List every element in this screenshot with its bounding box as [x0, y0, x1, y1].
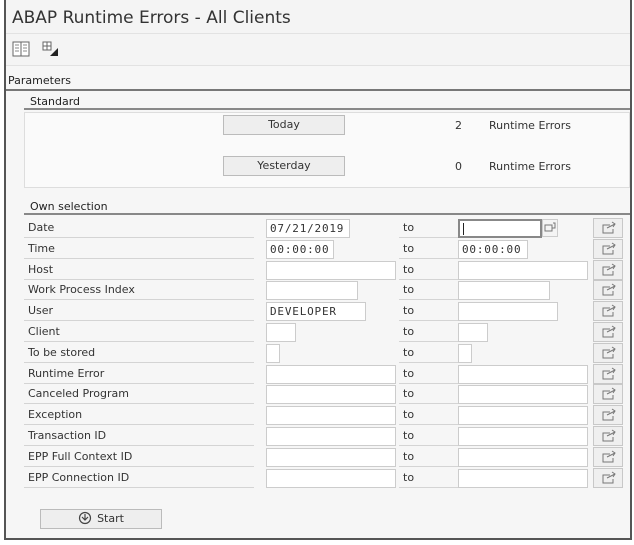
to-field[interactable]	[458, 261, 588, 280]
text-caret	[463, 223, 464, 235]
selection-row	[24, 405, 624, 426]
to-label: to	[399, 301, 463, 321]
to-label: to	[399, 260, 463, 280]
to-label: to	[399, 218, 463, 238]
to-label: to	[399, 239, 463, 259]
from-field[interactable]: 00:00:00	[266, 240, 334, 259]
multiple-selection-icon	[601, 408, 617, 422]
field-label: EPP Connection ID	[24, 468, 254, 488]
to-label: to	[399, 343, 463, 363]
parameters-divider	[6, 89, 630, 91]
field-label: User	[24, 301, 254, 321]
field-label: Time	[24, 239, 254, 259]
yesterday-count: 0	[455, 160, 462, 173]
title-bar	[6, 0, 630, 34]
selection-row	[24, 447, 624, 468]
selection-options-icon[interactable]	[42, 41, 60, 57]
today-button[interactable]: Today	[223, 115, 345, 135]
to-field[interactable]	[458, 385, 588, 404]
multiple-selection-icon	[601, 242, 617, 256]
layout-icon[interactable]	[12, 41, 30, 57]
field-label: Client	[24, 322, 254, 342]
from-field[interactable]	[266, 281, 358, 300]
to-field[interactable]	[458, 427, 588, 446]
start-button-label: Start	[97, 512, 124, 525]
selection-row	[24, 343, 624, 364]
from-field[interactable]	[266, 365, 396, 384]
selection-row	[24, 301, 624, 322]
multiple-selection-button[interactable]	[593, 239, 623, 259]
selection-row	[24, 384, 624, 405]
from-field[interactable]	[266, 427, 396, 446]
to-field[interactable]	[458, 365, 588, 384]
to-field[interactable]	[458, 469, 588, 488]
multiple-selection-button[interactable]	[593, 447, 623, 467]
yesterday-count-label: Runtime Errors	[489, 160, 571, 173]
parameters-label: Parameters	[8, 74, 71, 87]
multiple-selection-button[interactable]	[593, 260, 623, 280]
to-label: to	[399, 322, 463, 342]
execute-icon	[78, 511, 92, 525]
to-label: to	[399, 384, 463, 404]
selection-row	[24, 239, 624, 260]
value-help-button[interactable]	[542, 219, 558, 237]
multiple-selection-button[interactable]	[593, 322, 623, 342]
to-field[interactable]	[458, 344, 472, 363]
multiple-selection-button[interactable]	[593, 301, 623, 321]
selection-row	[24, 260, 624, 281]
multiple-selection-button[interactable]	[593, 218, 623, 238]
to-field[interactable]: 00:00:00	[458, 240, 528, 259]
multiple-selection-button[interactable]	[593, 280, 623, 300]
field-label: Canceled Program	[24, 384, 254, 404]
field-label: Transaction ID	[24, 426, 254, 446]
multiple-selection-icon	[601, 450, 617, 464]
multiple-selection-icon	[601, 304, 617, 318]
today-count: 2	[455, 119, 462, 132]
multiple-selection-button[interactable]	[593, 364, 623, 384]
selection-row	[24, 364, 624, 385]
multiple-selection-button[interactable]	[593, 468, 623, 488]
from-field[interactable]	[266, 385, 396, 404]
application-toolbar	[6, 34, 630, 66]
to-field[interactable]	[458, 302, 558, 321]
field-label: Host	[24, 260, 254, 280]
multiple-selection-icon	[601, 471, 617, 485]
own-selection-group-header	[24, 197, 630, 215]
field-label: Date	[24, 218, 254, 238]
from-field[interactable]	[266, 344, 280, 363]
to-field[interactable]	[458, 448, 588, 467]
multiple-selection-icon	[601, 263, 617, 277]
multiple-selection-icon	[601, 429, 617, 443]
today-count-label: Runtime Errors	[489, 119, 571, 132]
window-title: ABAP Runtime Errors - All Clients	[12, 8, 291, 28]
from-field[interactable]: 07/21/2019	[266, 219, 350, 238]
selection-row	[24, 280, 624, 301]
multiple-selection-icon	[601, 367, 617, 381]
selection-row	[24, 426, 624, 447]
multiple-selection-icon	[601, 221, 617, 235]
multiple-selection-button[interactable]	[593, 426, 623, 446]
selection-row	[24, 322, 624, 343]
multiple-selection-button[interactable]	[593, 343, 623, 363]
multiple-selection-button[interactable]	[593, 405, 623, 425]
multiple-selection-icon	[601, 325, 617, 339]
to-label: to	[399, 280, 463, 300]
multiple-selection-button[interactable]	[593, 384, 623, 404]
start-button[interactable]	[40, 509, 162, 529]
field-label: Work Process Index	[24, 280, 254, 300]
to-label: to	[399, 405, 463, 425]
to-label: to	[399, 426, 463, 446]
from-field[interactable]	[266, 261, 396, 280]
selection-row	[24, 468, 624, 489]
to-field[interactable]	[458, 281, 550, 300]
field-label: Runtime Error	[24, 364, 254, 384]
to-label: to	[399, 447, 463, 467]
selection-row	[24, 218, 624, 239]
field-label: To be stored	[24, 343, 254, 363]
to-field[interactable]	[458, 323, 488, 342]
from-field[interactable]	[266, 448, 396, 467]
own-selection-group-label: Own selection	[30, 200, 108, 213]
standard-group	[24, 112, 630, 188]
from-field[interactable]: DEVELOPER	[266, 302, 366, 321]
to-field[interactable]	[458, 406, 588, 425]
to-field[interactable]	[458, 219, 542, 238]
to-label: to	[399, 468, 463, 488]
to-label: to	[399, 364, 463, 384]
yesterday-button[interactable]: Yesterday	[223, 156, 345, 176]
value-help-icon	[543, 220, 557, 234]
from-field[interactable]	[266, 323, 296, 342]
multiple-selection-icon	[601, 283, 617, 297]
from-field[interactable]	[266, 469, 396, 488]
standard-group-header	[24, 92, 630, 110]
standard-group-label: Standard	[30, 95, 81, 108]
multiple-selection-icon	[601, 346, 617, 360]
from-field[interactable]	[266, 406, 396, 425]
sap-window	[4, 0, 632, 540]
field-label: EPP Full Context ID	[24, 447, 254, 467]
field-label: Exception	[24, 405, 254, 425]
multiple-selection-icon	[601, 387, 617, 401]
